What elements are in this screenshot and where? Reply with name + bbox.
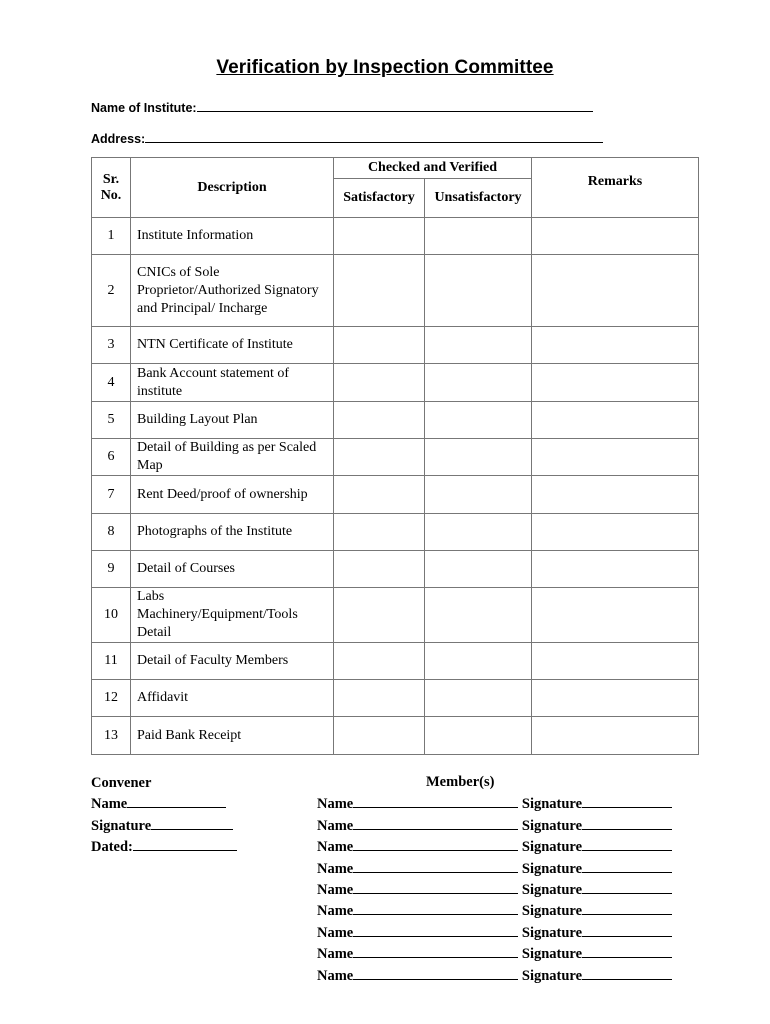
member-signature-label: Signature [521, 946, 583, 963]
table-row [92, 327, 699, 364]
member-signature-line[interactable] [582, 922, 672, 937]
sr-no-header: Sr. No. [92, 158, 131, 218]
satisfactory-cell[interactable] [334, 514, 425, 551]
description-cell: Rent Deed/proof of ownership [131, 476, 334, 514]
member-signature-line[interactable] [582, 815, 672, 830]
institute-name-label: Name of Institute: [91, 101, 197, 115]
sr-cell: 7 [92, 476, 131, 514]
unsatisfactory-cell[interactable] [425, 218, 532, 255]
member-row [317, 793, 672, 814]
sr-cell: 8 [92, 514, 131, 551]
satisfactory-header: Satisfactory [334, 179, 425, 218]
member-name-label: Name [317, 882, 354, 899]
remarks-cell[interactable] [532, 643, 699, 680]
remarks-cell[interactable] [532, 514, 699, 551]
remarks-header: Remarks [532, 158, 699, 218]
address-label: Address: [91, 132, 146, 146]
member-name-label: Name [317, 860, 354, 877]
table-row [92, 364, 699, 402]
table-row [92, 255, 699, 327]
description-cell: Labs Machinery/Equipment/Tools Detail [131, 588, 334, 643]
satisfactory-cell[interactable] [334, 402, 425, 439]
satisfactory-cell[interactable] [334, 680, 425, 717]
unsatisfactory-cell[interactable] [425, 643, 532, 680]
unsatisfactory-cell[interactable] [425, 717, 532, 755]
convener-dated-field[interactable]: Dated: [91, 836, 237, 857]
table-row [92, 439, 699, 476]
sr-cell: 5 [92, 402, 131, 439]
satisfactory-cell[interactable] [334, 439, 425, 476]
satisfactory-cell[interactable] [334, 643, 425, 680]
member-name-line[interactable] [353, 858, 518, 873]
unsatisfactory-cell[interactable] [425, 327, 532, 364]
table-row [92, 717, 699, 755]
remarks-cell[interactable] [532, 680, 699, 717]
table-row [92, 218, 699, 255]
description-cell: Photographs of the Institute [131, 514, 334, 551]
sr-cell: 9 [92, 551, 131, 588]
address-field[interactable] [91, 129, 603, 146]
table-row [92, 680, 699, 717]
remarks-cell[interactable] [532, 551, 699, 588]
member-name-label: Name [317, 946, 354, 963]
sr-cell: 2 [92, 255, 131, 327]
member-signature-label: Signature [521, 967, 583, 984]
table-row [92, 514, 699, 551]
member-name-label: Name [317, 796, 354, 813]
member-signature-label: Signature [521, 839, 583, 856]
member-row [317, 900, 672, 921]
member-signature-line[interactable] [582, 858, 672, 873]
description-cell: NTN Certificate of Institute [131, 327, 334, 364]
sr-cell: 4 [92, 364, 131, 402]
member-signature-label: Signature [521, 860, 583, 877]
satisfactory-cell[interactable] [334, 551, 425, 588]
table-row [92, 476, 699, 514]
member-name-line[interactable] [353, 965, 518, 980]
sr-cell: 3 [92, 327, 131, 364]
unsatisfactory-cell[interactable] [425, 514, 532, 551]
member-signature-label: Signature [521, 882, 583, 899]
member-row [317, 836, 672, 857]
member-name-line[interactable] [353, 793, 518, 808]
description-cell: Institute Information [131, 218, 334, 255]
description-cell: Paid Bank Receipt [131, 717, 334, 755]
remarks-cell[interactable] [532, 588, 699, 643]
institute-name-line[interactable] [197, 98, 593, 112]
remarks-cell[interactable] [532, 364, 699, 402]
table-row [92, 551, 699, 588]
satisfactory-cell[interactable] [334, 364, 425, 402]
member-signature-line[interactable] [582, 965, 672, 980]
satisfactory-cell[interactable] [334, 255, 425, 327]
sr-cell: 10 [92, 588, 131, 643]
member-row [317, 879, 672, 900]
institute-name-field[interactable] [91, 98, 593, 115]
satisfactory-cell[interactable] [334, 588, 425, 643]
members-section [317, 774, 672, 986]
description-cell: Bank Account statement of institute [131, 364, 334, 402]
member-signature-label: Signature [521, 796, 583, 813]
table-row [92, 588, 699, 643]
member-signature-label: Signature [521, 903, 583, 920]
remarks-cell[interactable] [532, 255, 699, 327]
page-title: Verification by Inspection Committee [216, 57, 554, 78]
member-signature-line[interactable] [582, 879, 672, 894]
member-row [317, 858, 672, 879]
satisfactory-cell[interactable] [334, 717, 425, 755]
remarks-cell[interactable] [532, 476, 699, 514]
description-cell: Detail of Faculty Members [131, 643, 334, 680]
unsatisfactory-cell[interactable] [425, 439, 532, 476]
unsatisfactory-header: Unsatisfactory [425, 179, 532, 218]
sr-cell: 13 [92, 717, 131, 755]
convener-signature-field[interactable]: Signature [91, 815, 237, 836]
member-row [317, 965, 672, 986]
description-header: Description [131, 158, 334, 218]
member-signature-label: Signature [521, 817, 583, 834]
unsatisfactory-cell[interactable] [425, 680, 532, 717]
remarks-cell[interactable] [532, 327, 699, 364]
convener-title: Convener [91, 775, 152, 791]
table-row [92, 402, 699, 439]
address-line[interactable] [145, 129, 603, 143]
member-signature-line[interactable] [582, 900, 672, 915]
description-cell: CNICs of Sole Proprietor/Authorized Signatory and Principal/ Incharge [131, 255, 334, 327]
satisfactory-cell[interactable] [334, 327, 425, 364]
member-row [317, 943, 672, 964]
description-cell: Detail of Courses [131, 551, 334, 588]
member-name-line[interactable] [353, 900, 518, 915]
remarks-cell[interactable] [532, 218, 699, 255]
description-cell: Affidavit [131, 680, 334, 717]
description-cell: Detail of Building as per Scaled Map [131, 439, 334, 476]
remarks-cell[interactable] [532, 402, 699, 439]
member-name-line[interactable] [353, 836, 518, 851]
sr-cell: 1 [92, 218, 131, 255]
convener-name-field[interactable]: Name [91, 793, 237, 814]
convener-name-line[interactable] [127, 793, 226, 808]
member-name-line[interactable] [353, 922, 518, 937]
member-signature-line[interactable] [582, 793, 672, 808]
member-name-line[interactable] [353, 879, 518, 894]
unsatisfactory-cell[interactable] [425, 551, 532, 588]
unsatisfactory-cell[interactable] [425, 364, 532, 402]
member-name-label: Name [317, 967, 354, 984]
table-body [92, 218, 699, 755]
member-row [317, 922, 672, 943]
member-name-line[interactable] [353, 815, 518, 830]
unsatisfactory-cell[interactable] [425, 255, 532, 327]
satisfactory-cell[interactable] [334, 218, 425, 255]
unsatisfactory-cell[interactable] [425, 588, 532, 643]
member-name-label: Name [317, 924, 354, 941]
verification-table [91, 157, 699, 755]
sr-cell: 11 [92, 643, 131, 680]
sr-cell: 6 [92, 439, 131, 476]
convener-signature-line[interactable] [151, 815, 233, 830]
convener-section [91, 774, 237, 858]
satisfactory-cell[interactable] [334, 476, 425, 514]
member-row [317, 815, 672, 836]
remarks-cell[interactable] [532, 439, 699, 476]
checked-verified-header: Checked and Verified [334, 158, 532, 179]
remarks-cell[interactable] [532, 717, 699, 755]
unsatisfactory-cell[interactable] [425, 476, 532, 514]
member-name-label: Name [317, 839, 354, 856]
member-signature-line[interactable] [582, 943, 672, 958]
table-row [92, 643, 699, 680]
member-signature-line[interactable] [582, 836, 672, 851]
convener-dated-line[interactable] [133, 836, 237, 851]
member-name-line[interactable] [353, 943, 518, 958]
sr-cell: 12 [92, 680, 131, 717]
member-signature-label: Signature [521, 924, 583, 941]
member-name-label: Name [317, 817, 354, 834]
member-name-label: Name [317, 903, 354, 920]
members-title: Member(s) [426, 774, 495, 790]
unsatisfactory-cell[interactable] [425, 402, 532, 439]
description-cell: Building Layout Plan [131, 402, 334, 439]
